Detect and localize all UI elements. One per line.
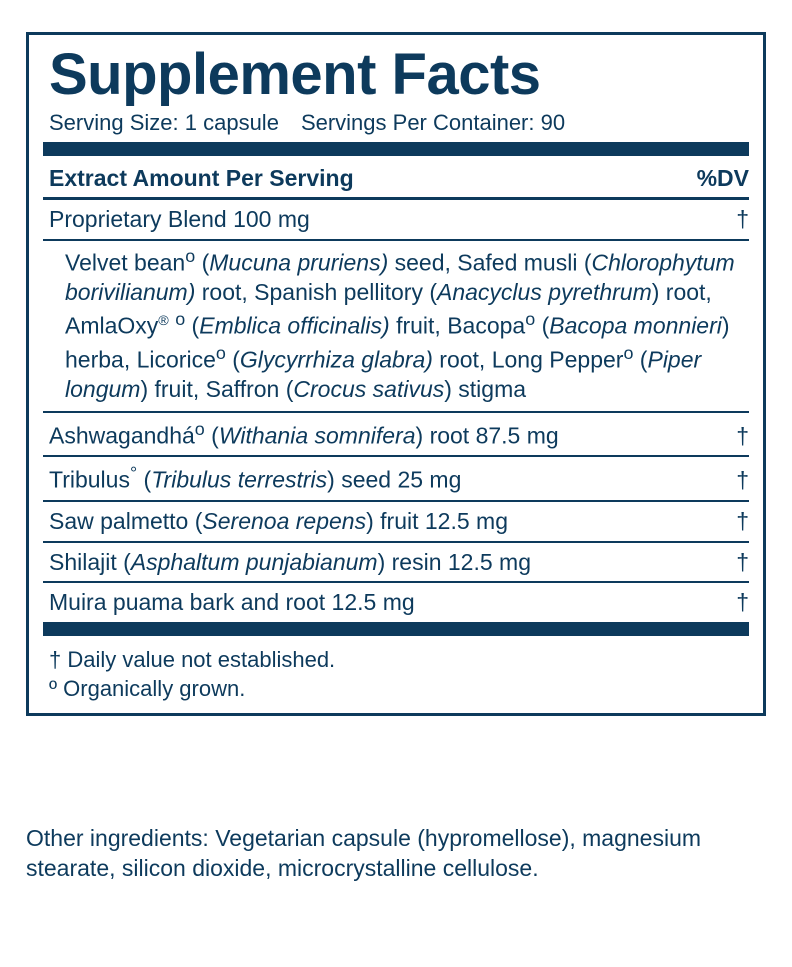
row-name: Ashwagandhá$^o$ (Withania somnifera) root 87.5 mg: [49, 419, 559, 449]
serving-size-value: 1 capsule: [184, 110, 279, 136]
divider-thick-top: [43, 142, 749, 156]
page-title: Supplement Facts: [49, 42, 541, 107]
footnotes: [43, 640, 749, 703]
column-headers: [43, 160, 749, 197]
footnote-organic: º Organically grown.: [49, 675, 246, 701]
servings-per-container-value: 90: [540, 110, 566, 136]
row-dv: †: [736, 422, 749, 449]
row-dv: †: [736, 205, 749, 232]
serving-size-label: Serving Size:: [49, 110, 179, 136]
other-ingredients-text: Vegetarian capsule (hypromellose), magnesium stearate, silicon dioxide, microcrystalline cellulose.: [26, 825, 702, 881]
row-dv: †: [736, 507, 749, 534]
proprietary-blend-ingredients: Velvet bean$^o$ (Mucuna pruriens) seed, Safed musli (Chlorophytum borivilianum) root, Spanish pellitory (Anacyclus pyrethrum) root, AmlaOxy® $^o$ (Emblica officinalis) fruit, Bacopa$^o$ (Bacopa monnieri) herba, Licorice$^o$ (Glycyrrhiza glabra) root, Long Pepper$^o$ (Piper longum) fruit, Saffron (Crocus sativus) stigma: [65, 245, 735, 403]
divider-thick-bottom: [43, 622, 749, 636]
row-name: Shilajit (Asphaltum punjabianum) resin 12.5 mg: [49, 548, 531, 575]
other-ingredients-label: Other ingredients:: [26, 825, 209, 851]
table-row: [43, 583, 749, 622]
table-row: [43, 543, 749, 582]
row-name: Proprietary Blend 100 mg: [49, 205, 310, 232]
table-row: [43, 413, 749, 455]
supplement-facts-panel: [26, 32, 766, 716]
column-header-right: %DV: [696, 165, 749, 192]
row-dv: †: [736, 467, 749, 494]
row-name: Saw palmetto (Serenoa repens) fruit 12.5 mg: [49, 507, 508, 534]
servings-per-container-label: Servings Per Container:: [300, 110, 535, 136]
row-dv: †: [736, 589, 749, 616]
footnote-daily-value: † Daily value not established.: [49, 647, 336, 673]
serving-info: [49, 110, 749, 136]
row-name: Muira puama bark and root 12.5 mg: [49, 589, 415, 616]
table-row: [43, 502, 749, 541]
table-row: [43, 200, 749, 239]
row-dv: †: [736, 548, 749, 575]
column-header-left: Extract Amount Per Serving: [49, 165, 354, 192]
other-ingredients: [26, 824, 726, 884]
row-name: Tribulus° (Tribulus terrestris) seed 25 mg: [49, 463, 462, 494]
table-row: [43, 457, 749, 499]
